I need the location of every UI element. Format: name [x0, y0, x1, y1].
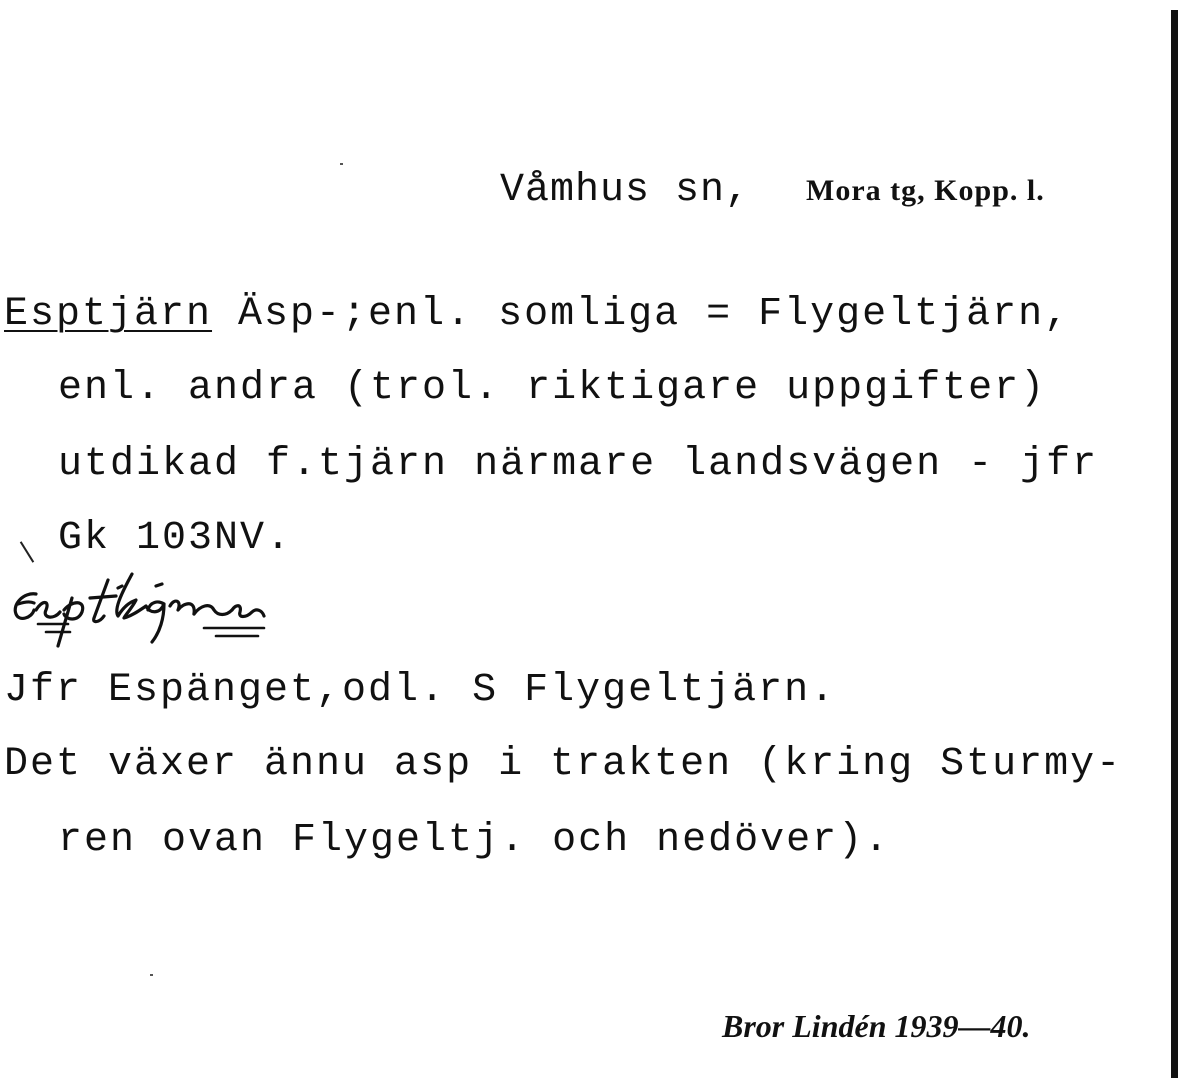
speck [150, 974, 153, 976]
entry-line-1-text: Äsp-;enl. somliga = Flygeltjärn, [212, 292, 1071, 337]
headword: Esptjärn [4, 292, 213, 337]
entry-line-2: enl. andra (trol. riktigare uppgifter) [58, 366, 1047, 411]
signature: Bror Lindén 1939—40. [722, 1008, 1031, 1044]
entry-line-3: utdikad f.tjärn närmare landsvägen - jfr [58, 442, 1099, 487]
parish-label: Våmhus sn, [500, 168, 751, 213]
speck [340, 163, 343, 165]
card-edge-border [1171, 10, 1178, 1078]
card-header [500, 168, 1045, 213]
district-label: Mora tg, Kopp. l. [806, 174, 1045, 207]
note-line-1: Jfr Espänget,odl. S Flygeltjärn. [4, 668, 837, 713]
note-line-3: ren ovan Flygeltj. och nedöver). [58, 818, 891, 863]
margin-tick-mark [20, 541, 34, 562]
entry-line-1 [4, 292, 1070, 337]
note-line-2: Det växer ännu asp i trakten (kring Sturmy- [4, 742, 1123, 787]
handwritten-headword [6, 570, 268, 650]
entry-line-4: Gk 103NV. [58, 516, 293, 561]
